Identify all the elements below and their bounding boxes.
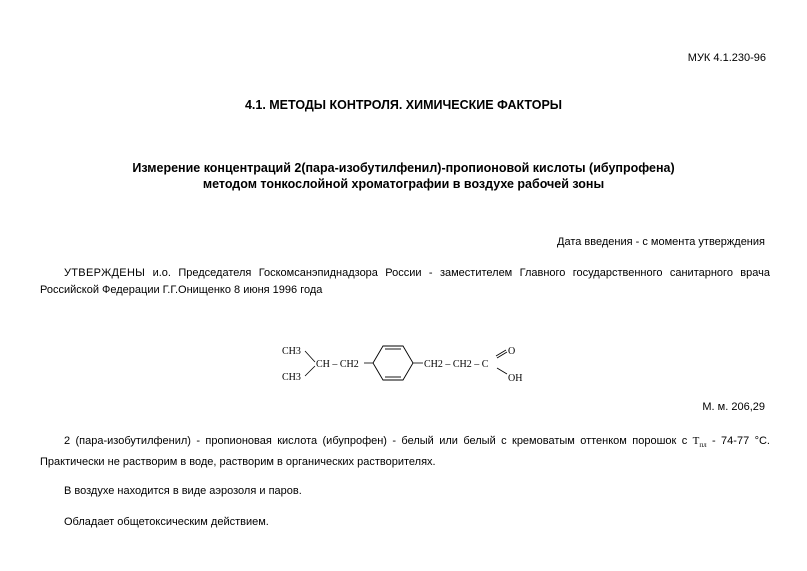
description-text-after: - 74-77 °С. Практически не растворим в воде, растворим в органических растворителях. (40, 435, 770, 469)
approval-lead: УТВЕРЖДЕНЫ (64, 267, 146, 279)
toxicity-paragraph: Обладает общетоксическим действием. (64, 516, 269, 528)
melting-point-symbol (692, 435, 707, 450)
description-text-before: 2 (пара-изобутилфенил) - пропионовая кислота (ибупрофен) - белый или белый с кремоватым оттенком порошок с (64, 435, 693, 447)
formula-hydroxyl: OH (508, 373, 523, 384)
structural-formula (278, 338, 538, 388)
section-title: 4.1. МЕТОДЫ КОНТРОЛЯ. ХИМИЧЕСКИЕ ФАКТОРЫ (244, 98, 563, 112)
doc-code: МУК 4.1.230-96 (687, 52, 766, 64)
formula-ch3-bottom: CH3 (282, 372, 301, 383)
formula-chain: CH2 – CH2 – C (424, 359, 489, 370)
description-paragraph (40, 433, 770, 471)
benzene-ring (373, 346, 413, 380)
melting-point-sub: пл (699, 441, 707, 450)
formula-ch-ch2: CH – CH2 (316, 359, 359, 370)
approval-text: и.о. Председателя Госкомсанэпиднадзора России - заместителем Главного государственного санитарного врача Российской Федерации Г.Г.Онищенко 8 июня 1996 года (40, 267, 770, 296)
document-title-line-2: методом тонкослойной хроматографии в воздухе рабочей зоны (202, 177, 605, 191)
formula-oxygen: O (508, 346, 516, 357)
document-title-line-1: Измерение концентраций 2(пара-изобутилфенил)-пропионовой кислоты (ибупрофена) (132, 161, 675, 175)
molecular-mass: М. м. 206,29 (702, 401, 765, 413)
introduction-date: Дата введения - с момента утверждения (557, 236, 765, 248)
aerosol-paragraph: В воздухе находится в виде аэрозоля и паров. (64, 485, 302, 497)
approval-paragraph (40, 265, 770, 299)
melting-point-t: T (692, 435, 700, 447)
document-title (0, 160, 807, 192)
formula-ch3-top: CH3 (282, 346, 301, 357)
